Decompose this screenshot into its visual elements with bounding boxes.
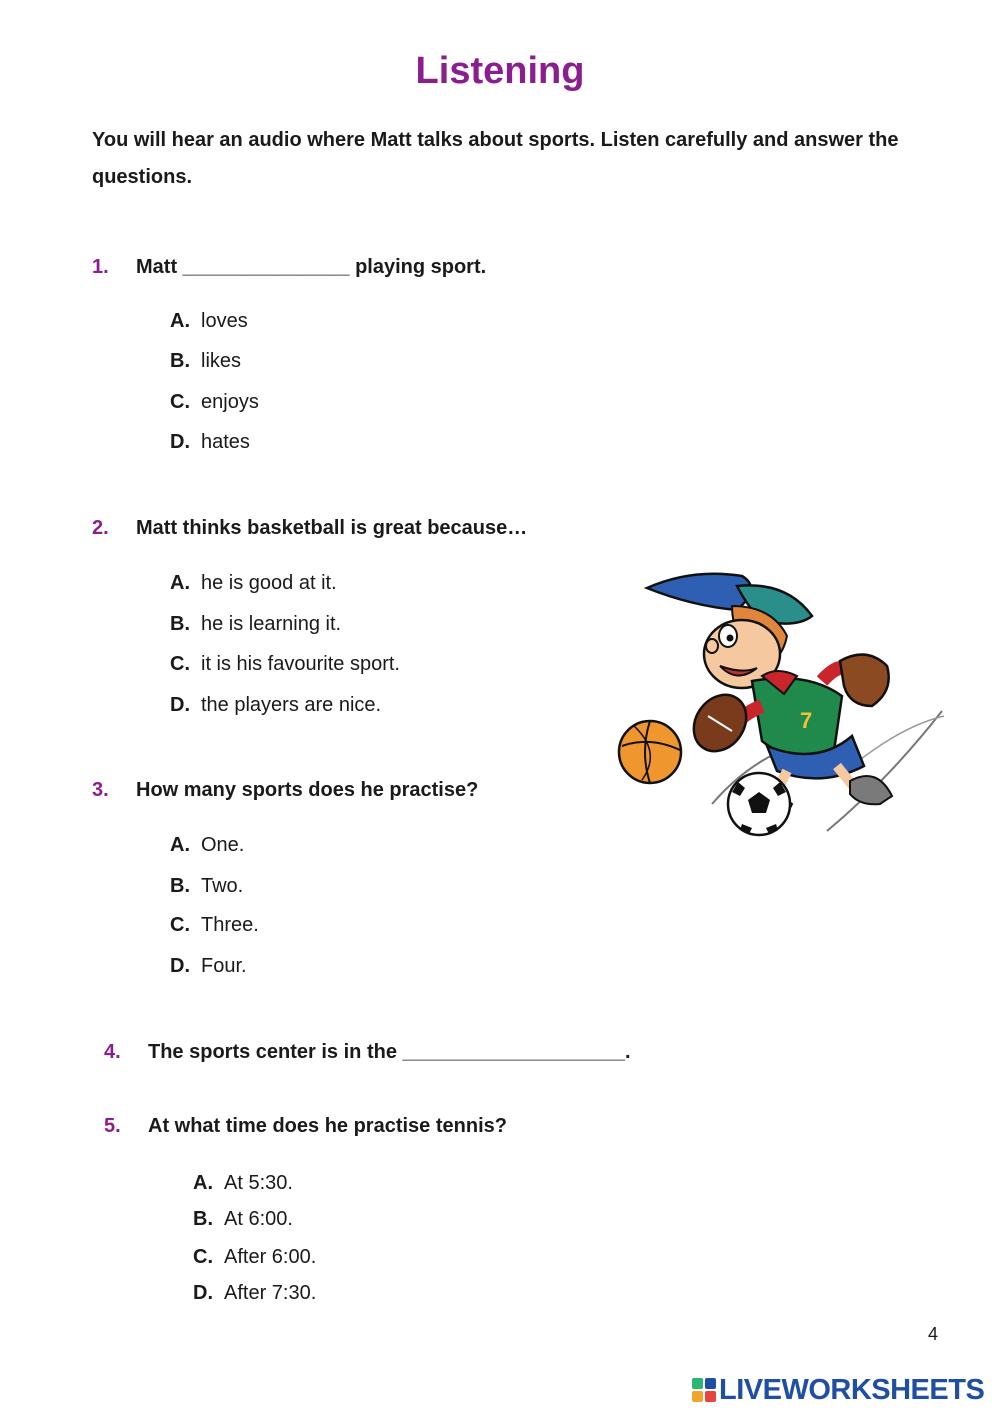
question-2 bbox=[92, 517, 527, 540]
option-3b[interactable] bbox=[170, 875, 243, 898]
option-text: At 5:30. bbox=[224, 1172, 293, 1194]
option-text: One. bbox=[201, 834, 245, 856]
question-text: Matt _______________ playing sport. bbox=[136, 256, 487, 278]
option-1c[interactable] bbox=[170, 391, 259, 414]
option-text: likes bbox=[201, 350, 242, 372]
option-text: he is learning it. bbox=[201, 613, 342, 635]
option-2d[interactable] bbox=[170, 694, 381, 717]
option-1a[interactable] bbox=[170, 310, 248, 333]
option-letter: D. bbox=[193, 1282, 213, 1304]
option-1b[interactable] bbox=[170, 350, 241, 373]
option-text: hates bbox=[201, 431, 250, 453]
option-letter: D. bbox=[170, 694, 190, 716]
option-text: enjoys bbox=[201, 391, 259, 413]
liveworksheets-logo[interactable] bbox=[692, 1374, 984, 1406]
option-letter: D. bbox=[170, 955, 190, 977]
question-text: How many sports does he practise? bbox=[136, 779, 479, 801]
option-3c[interactable] bbox=[170, 914, 259, 937]
question-number: 1. bbox=[92, 256, 109, 278]
option-text: Four. bbox=[201, 955, 247, 977]
option-2b[interactable] bbox=[170, 613, 341, 636]
option-letter: A. bbox=[170, 572, 190, 594]
option-letter: B. bbox=[170, 350, 190, 372]
option-3d[interactable] bbox=[170, 955, 247, 978]
question-number: 2. bbox=[92, 517, 109, 539]
option-letter: D. bbox=[170, 431, 190, 453]
option-text: At 6:00. bbox=[224, 1208, 293, 1230]
option-letter: C. bbox=[170, 914, 190, 936]
question-1 bbox=[92, 256, 486, 279]
liveworksheets-icon bbox=[692, 1378, 716, 1402]
page-title: Listening bbox=[415, 50, 585, 92]
instructions: You will hear an audio where Matt talks about sports. Listen carefully and answer the questions. bbox=[92, 129, 899, 188]
option-2c[interactable] bbox=[170, 653, 400, 676]
question-4 bbox=[104, 1041, 631, 1064]
option-letter: A. bbox=[193, 1172, 213, 1194]
option-2a[interactable] bbox=[170, 572, 337, 595]
option-letter: A. bbox=[170, 310, 190, 332]
option-letter: C. bbox=[193, 1246, 213, 1268]
option-letter: B. bbox=[193, 1208, 213, 1230]
option-letter: B. bbox=[170, 875, 190, 897]
option-5a[interactable] bbox=[193, 1172, 293, 1195]
question-3 bbox=[92, 779, 478, 802]
option-text: After 6:00. bbox=[224, 1246, 317, 1268]
option-text: loves bbox=[201, 310, 248, 332]
option-letter: B. bbox=[170, 613, 190, 635]
option-letter: C. bbox=[170, 653, 190, 675]
sports-boy-illustration bbox=[612, 566, 952, 850]
option-5d[interactable] bbox=[193, 1282, 316, 1305]
option-letter: C. bbox=[170, 391, 190, 413]
option-text: Two. bbox=[201, 875, 244, 897]
option-3a[interactable] bbox=[170, 834, 244, 857]
option-5c[interactable] bbox=[193, 1246, 316, 1269]
option-text: After 7:30. bbox=[224, 1282, 317, 1304]
option-text: he is good at it. bbox=[201, 572, 337, 594]
question-number: 4. bbox=[104, 1041, 121, 1063]
svg-text:7: 7 bbox=[800, 708, 813, 733]
logo-text: LIVEWORKSHEETS bbox=[719, 1373, 985, 1406]
question-5 bbox=[104, 1115, 507, 1138]
option-5b[interactable] bbox=[193, 1208, 293, 1231]
question-text: The sports center is in the ____________________. bbox=[148, 1041, 631, 1063]
question-number: 3. bbox=[92, 779, 109, 801]
option-text: Three. bbox=[201, 914, 259, 936]
page-number: 4 bbox=[928, 1324, 939, 1344]
question-text: Matt thinks basketball is great because… bbox=[136, 517, 528, 539]
question-number: 5. bbox=[104, 1115, 121, 1137]
option-letter: A. bbox=[170, 834, 190, 856]
question-text: At what time does he practise tennis? bbox=[148, 1115, 507, 1137]
option-text: the players are nice. bbox=[201, 694, 382, 716]
option-1d[interactable] bbox=[170, 431, 250, 454]
option-text: it is his favourite sport. bbox=[201, 653, 400, 675]
